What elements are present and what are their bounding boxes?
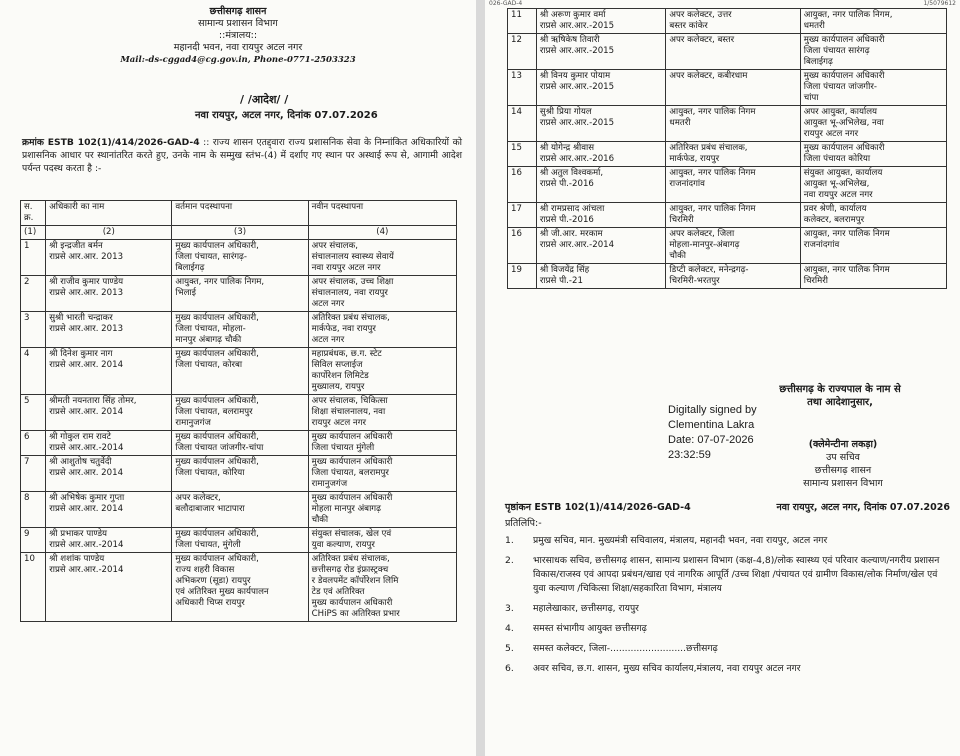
officer-govt: छत्तीसगढ़ शासन [814, 465, 872, 476]
copy-item [505, 534, 950, 548]
officer-name-cell: श्री विजयेंद्र सिंह राप्रसे पी.-21 [536, 264, 666, 289]
serial-cell: 7 [21, 456, 46, 492]
new-posting-cell: आयुक्त, नगर पालिक निगम, धमतरी [800, 9, 946, 34]
officer-name-cell: श्री विनय कुमार पोयाम राप्रसे आर.आर.-2015 [536, 70, 666, 106]
serial-cell: 13 [508, 70, 537, 106]
current-posting-cell: मुख्य कार्यपालन अधिकारी, जिला पंचायत, बलरामपुर रामानुजगंज [172, 395, 308, 431]
officer-name-cell: श्री जी.आर. मरकाम राप्रसे आर.आर.-2014 [536, 228, 666, 264]
endorsement-ref: पृष्ठांकन ESTB 102(1)/414/2026-GAD-4 [505, 502, 691, 513]
new-posting-cell: संयुक्त संचालक, खेल एवं युवा कल्याण, रायपुर [308, 528, 456, 553]
col-serial: स. क्र. [21, 201, 46, 226]
officer-name-cell: श्री अरूण कुमार वर्मा राप्रसे आर.आर.-2015 [536, 9, 666, 34]
officer-dept: सामान्य प्रशासन विभाग [803, 478, 883, 489]
current-posting-cell: अपर कलेक्टर, कबीरधाम [666, 70, 800, 106]
table-row [21, 553, 457, 622]
signature-date: Date: 07-07-2026 [668, 434, 754, 446]
copy-item-number: 3. [505, 603, 514, 614]
officer-name-cell: सुश्री भारती चन्द्राकर राप्रसे आर.आर. 2013 [46, 312, 172, 348]
signature-line: Digitally signed by [668, 404, 757, 416]
officer-name-cell: श्री प्रभाकर पाण्डेय राप्रसे आर.आर.-2014 [46, 528, 172, 553]
address: महानदी भवन, नवा रायपुर अटल नगर [173, 42, 303, 53]
serial-cell: 6 [21, 431, 46, 456]
serial-cell: 16 [508, 167, 537, 203]
new-posting-cell: अपर संचालक, उच्च शिक्षा संचालनालय, नवा रायपुर अटल नगर [308, 276, 456, 312]
current-posting-cell: अपर कलेक्टर, उत्तर बस्तर कांकेर [666, 9, 800, 34]
new-posting-cell: मुख्य कार्यपालन अधिकारी जिला पंचायत कोरिया [800, 142, 946, 167]
officer-name-cell: श्री राजीव कुमार पाण्डेय राप्रसे आर.आर. 2013 [46, 276, 172, 312]
table-row [508, 264, 947, 289]
copy-item [505, 622, 950, 636]
signature-name: Clementina Lakra [668, 419, 755, 431]
new-posting-cell: मुख्य कार्यपालन अधिकारी मोहला मानपुर अंबागढ़ चौकी [308, 492, 456, 528]
copy-item-text: भारसाधक सचिव, छत्तीसगढ़ शासन, सामान्य प्रशासन विभाग (कक्ष-4,8)/लोक स्वास्थ्य एवं परिवार कल्याण/नगरीय प्रशासन विकास/राजस्व एवं आपदा प्रबंधन/खाद्य एवं नागरिक आपूर्ति /उच्च शिक्षा /पंचायत एवं ग्रामीण विकास/लोक निर्माण/खेल एवं युवा कल्याण /चिकित्सा शिक्षा/सहकारिता विभाग, मंत्रालय [533, 555, 940, 594]
serial-cell: 17 [508, 203, 537, 228]
current-posting-cell: अपर कलेक्टर, बस्तर [666, 34, 800, 70]
officer-name-cell: सुश्री प्रिया गोयल राप्रसे आर.आर.-2015 [536, 106, 666, 142]
current-posting-cell: अपर कलेक्टर, बलौदाबाजार भाटापारा [172, 492, 308, 528]
serial-cell: 11 [508, 9, 537, 34]
copy-label: प्रतिलिपि:- [505, 518, 542, 529]
copy-item-number: 2. [505, 555, 514, 566]
table-row [21, 348, 457, 395]
new-posting-cell: आयुक्त, नगर पालिक निगम राजनांदगांव [800, 228, 946, 264]
officer-name-cell: श्री शशांक पाण्डेय राप्रसे आर.आर.-2014 [46, 553, 172, 622]
serial-cell: 10 [21, 553, 46, 622]
table-col-number-row [21, 226, 457, 240]
current-posting-cell: आयुक्त, नगर पालिक निगम, भिलाई [172, 276, 308, 312]
copy-item-text: समस्त संभागीय आयुक्त छत्तीसगढ़ [533, 623, 647, 634]
new-posting-cell: मुख्य कार्यपालन अधिकारी जिला पंचायत मुंगेली [308, 431, 456, 456]
serial-cell: 5 [21, 395, 46, 431]
strip-id: 1/5079612 [923, 0, 956, 7]
copy-item-text: महालेखाकार, छत्तीसगढ़, रायपुर [533, 603, 639, 614]
copy-item [505, 662, 950, 676]
serial-cell: 9 [21, 528, 46, 553]
officer-name: (क्लेमेन्टीना लकड़ा) [808, 439, 878, 450]
officer-name-cell: श्रीमती नयनतारा सिंह तोमर, राप्रसे आर.आर. 2014 [46, 395, 172, 431]
ministry-label: ::मंत्रालय:: [218, 30, 258, 41]
copy-item-number: 1. [505, 535, 514, 546]
current-posting-cell: मुख्य कार्यपालन अधिकारी, जिला पंचायत, सारंगढ़- बिलाईगढ़ [172, 240, 308, 276]
table-row [21, 528, 457, 553]
current-posting-cell: आयुक्त, नगर पालिक निगम धमतरी [666, 106, 800, 142]
table-row [508, 142, 947, 167]
serial-cell: 3 [21, 312, 46, 348]
officer-name-cell: श्री आशुतोष चतुर्वेदी राप्रसे आर.आर. 2014 [46, 456, 172, 492]
serial-cell: 14 [508, 106, 537, 142]
order-place-date: नवा रायपुर, अटल नगर, दिनांक 07.07.2026 [195, 110, 378, 121]
copy-list [505, 534, 950, 682]
new-posting-cell: मुख्य कार्यपालन अधिकारी जिला पंचायत सारंगढ़ बिलाईगढ़ [800, 34, 946, 70]
officer-name-cell: श्री रामप्रसाद आंचला राप्रसे पी.-2016 [536, 203, 666, 228]
transfer-table-body [21, 240, 457, 622]
new-posting-cell: अपर संचालक, संचालनालय स्वास्थ्य सेवायें नवा रायपुर अटल नगर [308, 240, 456, 276]
table-row [21, 431, 457, 456]
officer-designation: उप सचिव [826, 452, 860, 463]
endorsement-place-date: नवा रायपुर, अटल नगर, दिनांक 07.07.2026 [776, 502, 950, 513]
strip-ref: 026-GAD-4 [489, 0, 523, 7]
current-posting-cell: आयुक्त, नगर पालिक निगम चिरमिरी [666, 203, 800, 228]
current-posting-cell: डिप्टी कलेक्टर, मनेन्द्रगढ़- चिरमिरी-भरतपुर [666, 264, 800, 289]
governor-authority [740, 383, 940, 409]
table-row [508, 70, 947, 106]
govt-name: छत्तीसगढ़ शासन [209, 6, 267, 17]
copy-item [505, 642, 950, 656]
transfer-table [20, 200, 457, 622]
serial-cell: 12 [508, 34, 537, 70]
dept-name: सामान्य प्रशासन विभाग [198, 18, 278, 29]
table-row [508, 167, 947, 203]
current-posting-cell: मुख्य कार्यपालन अधिकारी, जिला पंचायत, मोहला- मानपुर अंबागढ़ चौकी [172, 312, 308, 348]
copy-item-text: अवर सचिव, छ.ग. शासन, मुख्य सचिव कार्यालय,मंत्रालय, नवा रायपुर अटल नगर [533, 663, 801, 674]
table-row [21, 492, 457, 528]
order-page-2 [485, 0, 960, 756]
col-officer-name: अधिकारी का नाम [46, 201, 172, 226]
current-posting-cell: अतिरिक्त प्रबंध संचालक, मार्कफेड, रायपुर [666, 142, 800, 167]
officer-name-cell: श्री दिनेश कुमार नाग राप्रसे आर.आर. 2014 [46, 348, 172, 395]
new-posting-cell: मुख्य कार्यपालन अधिकारी जिला पंचायत जांजगीर- चांपा [800, 70, 946, 106]
col-new-posting: नवीन पदस्थापना [308, 201, 456, 226]
table-row [21, 240, 457, 276]
serial-cell: 15 [508, 142, 537, 167]
signature-time: 23:32:59 [668, 449, 711, 461]
governor-line: तथा आदेशानुसार, [807, 397, 873, 408]
current-posting-cell: मुख्य कार्यपालन अधिकारी, जिला पंचायत जांजगीर-चांपा [172, 431, 308, 456]
current-posting-cell: मुख्य कार्यपालन अधिकारी, राज्य शहरी विकास अभिकरण (सूडा) रायपुर एवं अतिरिक्त मुख्य कार्यपालन अधिकारी चिप्स रायपुर [172, 553, 308, 622]
current-posting-cell: मुख्य कार्यपालन अधिकारी, जिला पंचायत, कोरिया [172, 456, 308, 492]
new-posting-cell: महाप्रबंधक, छ.ग. स्टेट सिविल सप्लाईज कार्पोरेशन लिमिटेड मुख्यालय, रायपुर [308, 348, 456, 395]
current-posting-cell: अपर कलेक्टर, जिला मोहला-मानपुर-अंबागढ़ चौकी [666, 228, 800, 264]
serial-cell: 19 [508, 264, 537, 289]
signing-officer [753, 438, 933, 490]
copy-item [505, 602, 950, 616]
new-posting-cell: संयुक्त आयुक्त, कार्यालय आयुक्त भू-अभिलेख, नवा रायपुर अटल नगर [800, 167, 946, 203]
copy-item [505, 554, 950, 596]
order-text: :: राज्य शासन एतद्द्वारा राज्य प्रशासनिक सेवा के निम्नांकित अधिकारियों को प्रशासनिक आधार पर स्थानांतरित करते हुए, उनके नाम के सम्मुख स्तंभ-(4) में दर्शाए गए स्थान पर अस्थाई रूप से, आगामी आदेश पर्यन्त पदस्थ करता है :- [22, 137, 463, 174]
table-row [508, 9, 947, 34]
page-header-strip [485, 0, 960, 8]
officer-name-cell: श्री गोकुल राम रावटे राप्रसे आर.आर.-2014 [46, 431, 172, 456]
order-page-1 [0, 0, 476, 756]
new-posting-cell: मुख्य कार्यपालन अधिकारी जिला पंचायत, बलरामपुर रामानुजगंज [308, 456, 456, 492]
new-posting-cell: अतिरिक्त प्रबंध संचालक, मार्कफेड, नवा रायपुर अटल नगर [308, 312, 456, 348]
new-posting-cell: अपर आयुक्त, कार्यालय आयुक्त भू-अभिलेख, नवा रायपुर अटल नगर [800, 106, 946, 142]
table-row [21, 312, 457, 348]
current-posting-cell: मुख्य कार्यपालन अधिकारी, जिला पंचायत, मुंगेली [172, 528, 308, 553]
contact-info: Mail:-ds-cggad4@cg.gov.in, Phone-0771-2503323 [120, 55, 356, 65]
serial-cell: 16 [508, 228, 537, 264]
copy-item-number: 6. [505, 663, 514, 674]
transfer-table-continued [507, 8, 947, 289]
governor-line: छत्तीसगढ़ के राज्यपाल के नाम से [779, 384, 901, 395]
table-row [21, 276, 457, 312]
copy-item-number: 5. [505, 643, 514, 654]
officer-name-cell: श्री अतुल विश्वकर्मा, राप्रसे पी.-2016 [536, 167, 666, 203]
officer-name-cell: श्री अभिषेक कुमार गुप्ता राप्रसे आर.आर. 2014 [46, 492, 172, 528]
letterhead [0, 6, 476, 66]
table-row [508, 203, 947, 228]
serial-cell: 4 [21, 348, 46, 395]
table-row [21, 456, 457, 492]
col-number: (2) [46, 226, 172, 240]
copy-item-number: 4. [505, 623, 514, 634]
copy-item-text: प्रमुख सचिव, मान. मुख्यमंत्री सचिवालय, मंत्रालय, महानदी भवन, नवा रायपुर, अटल नगर [533, 535, 828, 546]
officer-name-cell: श्री ऋषिकेष तिवारी राप्रसे आर.आर.-2015 [536, 34, 666, 70]
endorsement [505, 500, 950, 513]
officer-name-cell: श्री इन्द्रजीत बर्मन राप्रसे आर.आर. 2013 [46, 240, 172, 276]
table-row [21, 395, 457, 431]
digital-signature [668, 403, 757, 463]
officer-name-cell: श्री योगेन्द्र श्रीवास राप्रसे आर.आर.-2016 [536, 142, 666, 167]
col-number: (4) [308, 226, 456, 240]
new-posting-cell: अतिरिक्त प्रबंध संचालक, छत्तीसगढ़ रोड इंफ्रास्ट्रक्च र डेवलपमेंट कॉर्पोरेशन लिमि टेड एवं अतिरिक्त मुख्य कार्यपालन अधिकारी CHiPS का अतिरिक्त प्रभार [308, 553, 456, 622]
col-number: (3) [172, 226, 308, 240]
table-row [508, 228, 947, 264]
current-posting-cell: मुख्य कार्यपालन अधिकारी, जिला पंचायत, कोरबा [172, 348, 308, 395]
serial-cell: 2 [21, 276, 46, 312]
order-title: / /आदेश/ / [240, 93, 289, 106]
transfer-table-body [508, 9, 947, 289]
current-posting-cell: आयुक्त, नगर पालिक निगम राजनांदगांव [666, 167, 800, 203]
serial-cell: 8 [21, 492, 46, 528]
table-header-row [21, 201, 457, 226]
order-ref-number: क्रमांक ESTB 102(1)/414/2026-GAD-4 [22, 137, 200, 148]
new-posting-cell: आयुक्त, नगर पालिक निगम चिरमिरी [800, 264, 946, 289]
new-posting-cell: प्रवर श्रेणी, कार्यालय कलेक्टर, बलरामपुर [800, 203, 946, 228]
col-number: (1) [21, 226, 46, 240]
table-row [508, 34, 947, 70]
copy-item-text: समस्त कलेक्टर, जिला-..........................छत्तीसगढ़ [533, 643, 718, 654]
col-current-posting: वर्तमान पदस्थापना [172, 201, 308, 226]
new-posting-cell: अपर संचालक, चिकित्सा शिक्षा संचालनालय, नवा रायपुर अटल नगर [308, 395, 456, 431]
table-row [508, 106, 947, 142]
order-body [22, 136, 462, 175]
serial-cell: 1 [21, 240, 46, 276]
